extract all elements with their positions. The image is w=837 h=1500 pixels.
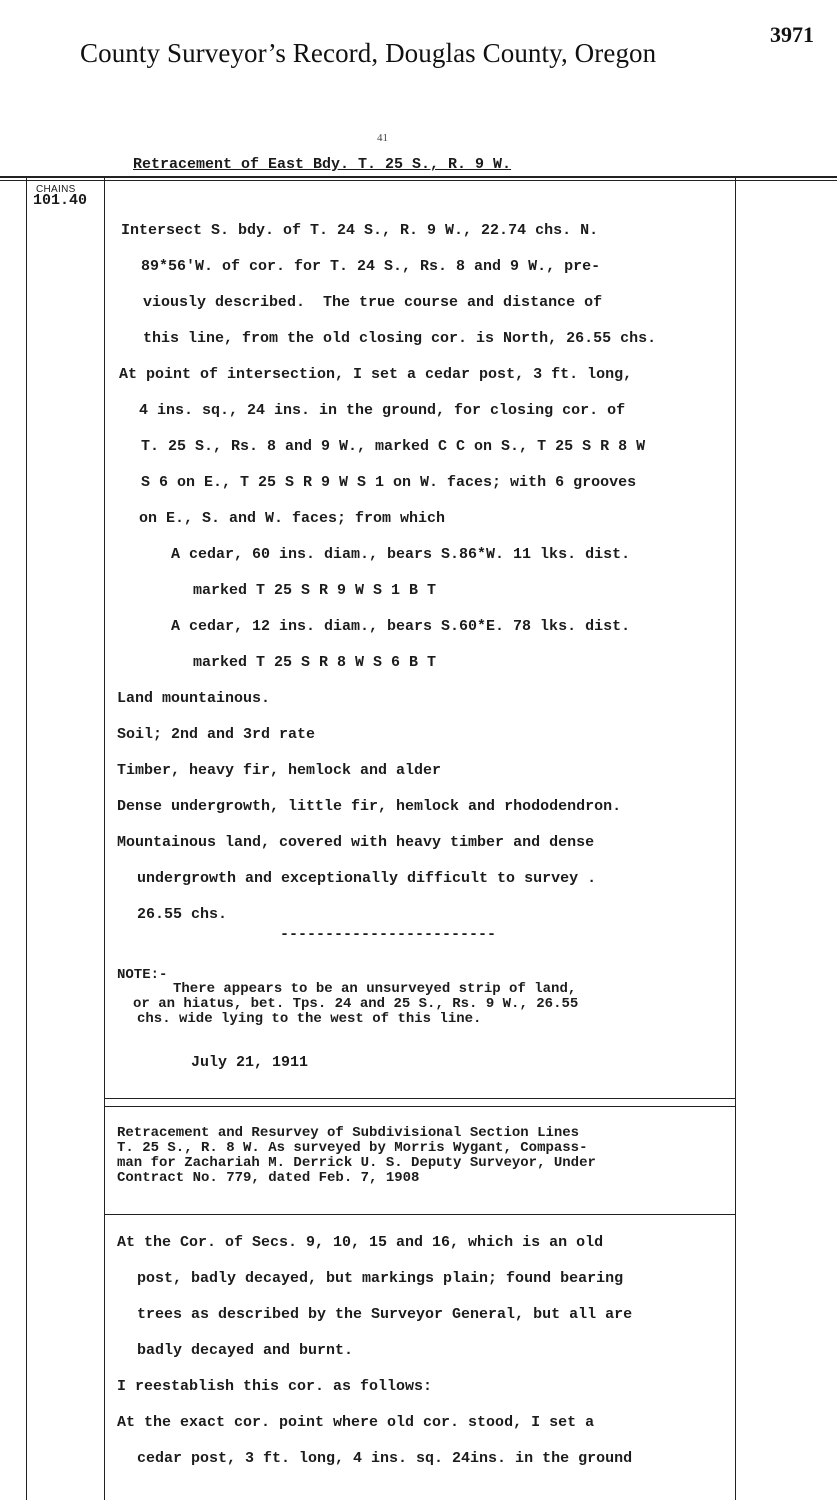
body2-line: At the exact cor. point where old cor. stood, I set a [117, 1414, 595, 1431]
body-line: undergrowth and exceptionally difficult to survey . [137, 870, 597, 887]
retracement-line: T. 25 S., R. 8 W. As surveyed by Morris Wygant, Compass- [117, 1140, 588, 1156]
page-number: 3971 [770, 22, 814, 47]
body-line: viously described. The true course and distance of [143, 294, 603, 311]
bearing-tree-line: A cedar, 60 ins. diam., bears S.86*W. 11 lks. dist. [171, 546, 631, 563]
body-line: on E., S. and W. faces; from which [139, 510, 446, 527]
body-line: Intersect S. bdy. of T. 24 S., R. 9 W., 22.74 chs. N. [121, 222, 599, 239]
bearing-tree-marking: marked T 25 S R 9 W S 1 B T [193, 582, 437, 599]
retracement-line: man for Zachariah M. Derrick U. S. Deputy Surveyor, Under [117, 1155, 596, 1171]
top-rule [0, 176, 837, 178]
body-line: 89*56'W. of cor. for T. 24 S., Rs. 8 and 9 W., pre- [141, 258, 601, 275]
body-line: 4 ins. sq., 24 ins. in the ground, for closing cor. of [139, 402, 626, 419]
body2-line: badly decayed and burnt. [137, 1342, 354, 1359]
right-column-rule [735, 176, 736, 1500]
note-date: July 21, 1911 [191, 1054, 309, 1071]
body2-line: At the Cor. of Secs. 9, 10, 15 and 16, which is an old [117, 1234, 604, 1251]
body-line: Land mountainous. [117, 690, 271, 707]
body-line: T. 25 S., Rs. 8 and 9 W., marked C C on S., T 25 S R 8 W [141, 438, 646, 455]
body-line: Soil; 2nd and 3rd rate [117, 726, 316, 743]
body-line: Dense undergrowth, little fir, hemlock and rhododendron. [117, 798, 622, 815]
body-line: Mountainous land, covered with heavy timber and dense [117, 834, 595, 851]
left-margin-rule [26, 176, 27, 1500]
section-rule-2 [104, 1106, 735, 1107]
body2-line: cedar post, 3 ft. long, 4 ins. sq. 24ins. in the ground [137, 1450, 633, 1467]
chains-column-label: CHAINS [36, 184, 76, 195]
retracement-line: Contract No. 779, dated Feb. 7, 1908 [117, 1170, 420, 1186]
retracement-line: Retracement and Resurvey of Subdivisional Section Lines [117, 1125, 580, 1141]
dashed-divider: ------------------------ [280, 926, 497, 943]
body-line: 26.55 chs. [137, 906, 228, 923]
page-title: County Surveyor’s Record, Douglas County, Oregon [80, 38, 657, 68]
note-line: chs. wide lying to the west of this line. [137, 1011, 482, 1027]
section-rule-1 [104, 1098, 735, 1099]
body-line: Timber, heavy fir, hemlock and alder [117, 762, 442, 779]
chains-value: 101.40 [33, 192, 88, 209]
body-line: S 6 on E., T 25 S R 9 W S 1 on W. faces; with 6 grooves [141, 474, 637, 491]
note-line: or an hiatus, bet. Tps. 24 and 25 S., Rs. 9 W., 26.55 [133, 996, 579, 1012]
body2-line: I reestablish this cor. as follows: [117, 1378, 433, 1395]
top-rule-2 [0, 180, 837, 181]
note-line: There appears to be an unsurveyed strip of land, [173, 981, 577, 997]
body2-line: post, badly decayed, but markings plain; found bearing [137, 1270, 624, 1287]
section-rule-3 [104, 1214, 735, 1215]
body-line: At point of intersection, I set a cedar post, 3 ft. long, [119, 366, 633, 383]
bearing-tree-marking: marked T 25 S R 8 W S 6 B T [193, 654, 437, 671]
section-heading: Retracement of East Bdy. T. 25 S., R. 9 W. [133, 156, 512, 173]
body-line: this line, from the old closing cor. is North, 26.55 chs. [143, 330, 657, 347]
handwritten-mark: 41 [377, 132, 388, 144]
body2-line: trees as described by the Surveyor General, but all are [137, 1306, 633, 1323]
bearing-tree-line: A cedar, 12 ins. diam., bears S.60*E. 78 lks. dist. [171, 618, 631, 635]
chains-column-rule [104, 176, 105, 1500]
note-label: NOTE:- [117, 967, 168, 983]
